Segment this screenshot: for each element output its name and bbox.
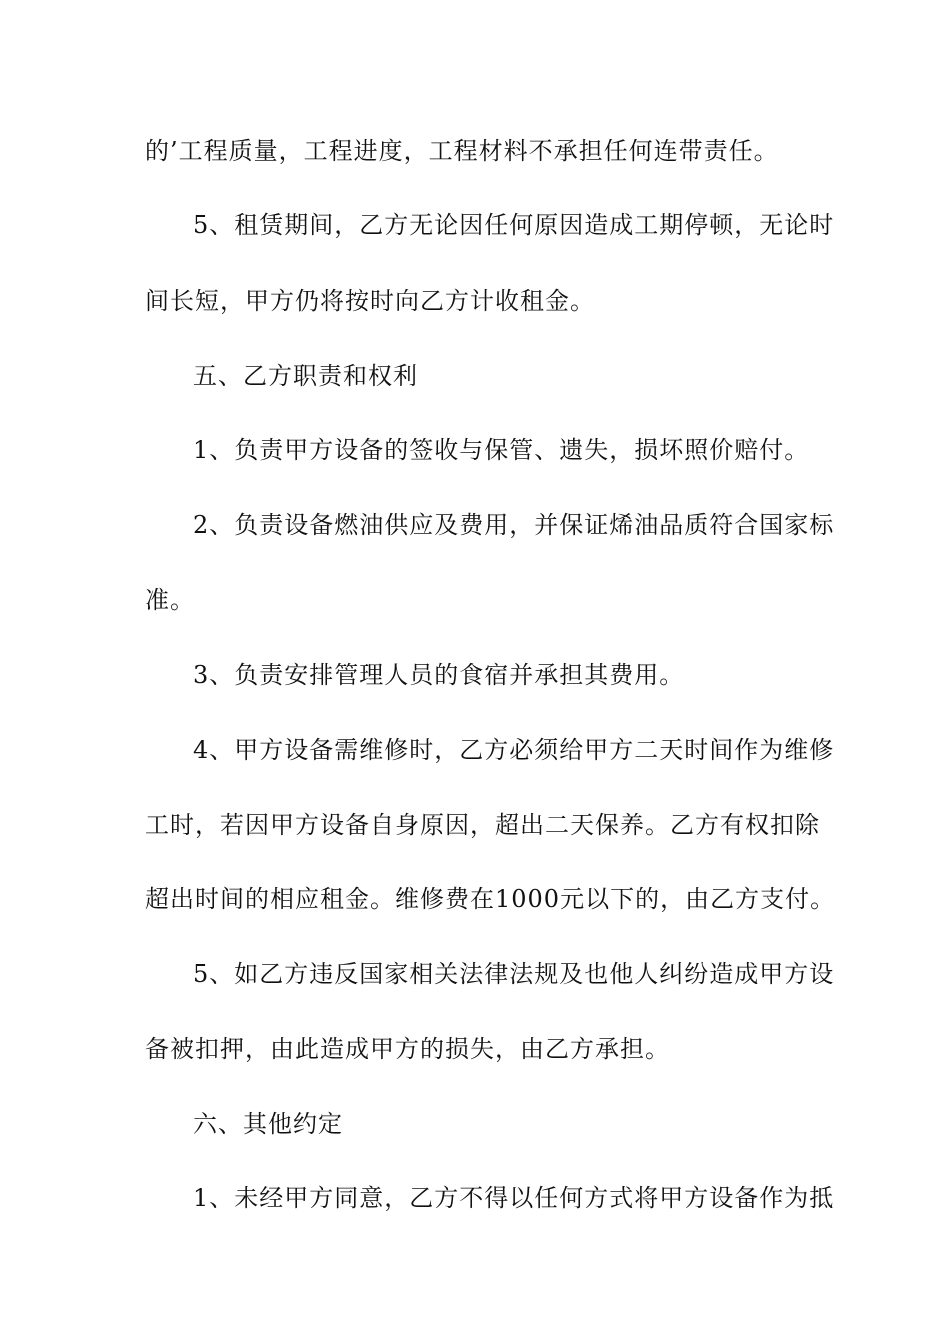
text-line-item-2: 2、负责设备燃油供应及费用，并保证烯油品质符合国家标 — [193, 511, 835, 539]
text-line-continuation: 备被扣押，由此造成甲方的损失，由乙方承担。 — [145, 1035, 670, 1063]
text-line-continuation: 的’工程质量，工程进度，工程材料不承担任何连带责任。 — [145, 137, 779, 165]
text-line-continuation: 准。 — [145, 586, 195, 614]
text-line-item-3: 3、负责安排管理人员的食宿并承担其费用。 — [193, 661, 685, 689]
text-line-continuation: 超出时间的相应租金。维修费在1000元以下的，由乙方支付。 — [145, 885, 836, 913]
text-line-item-4: 4、甲方设备需维修时，乙方必须给甲方二天时间作为维修 — [193, 736, 835, 764]
text-line-item-5: 5、如乙方违反国家相关法律法规及也他人纠纷造成甲方设 — [193, 960, 835, 988]
section-heading-other: 六、其他约定 — [193, 1110, 343, 1138]
text-line-item-5-rent: 5、租赁期间，乙方无论因任何原因造成工期停顿，无论时 — [193, 211, 835, 239]
text-line-item-1: 1、负责甲方设备的签收与保管、遗失，损坏照价赔付。 — [193, 436, 810, 464]
section-heading-party-b: 五、乙方职责和权利 — [193, 362, 418, 390]
text-line-continuation: 工时，若因甲方设备自身原因，超出二天保养。乙方有权扣除 — [145, 811, 820, 839]
text-line-continuation: 间长短，甲方仍将按时向乙方计收租金。 — [145, 287, 595, 315]
text-line-item-1-other: 1、未经甲方同意，乙方不得以任何方式将甲方设备作为抵 — [193, 1184, 835, 1212]
